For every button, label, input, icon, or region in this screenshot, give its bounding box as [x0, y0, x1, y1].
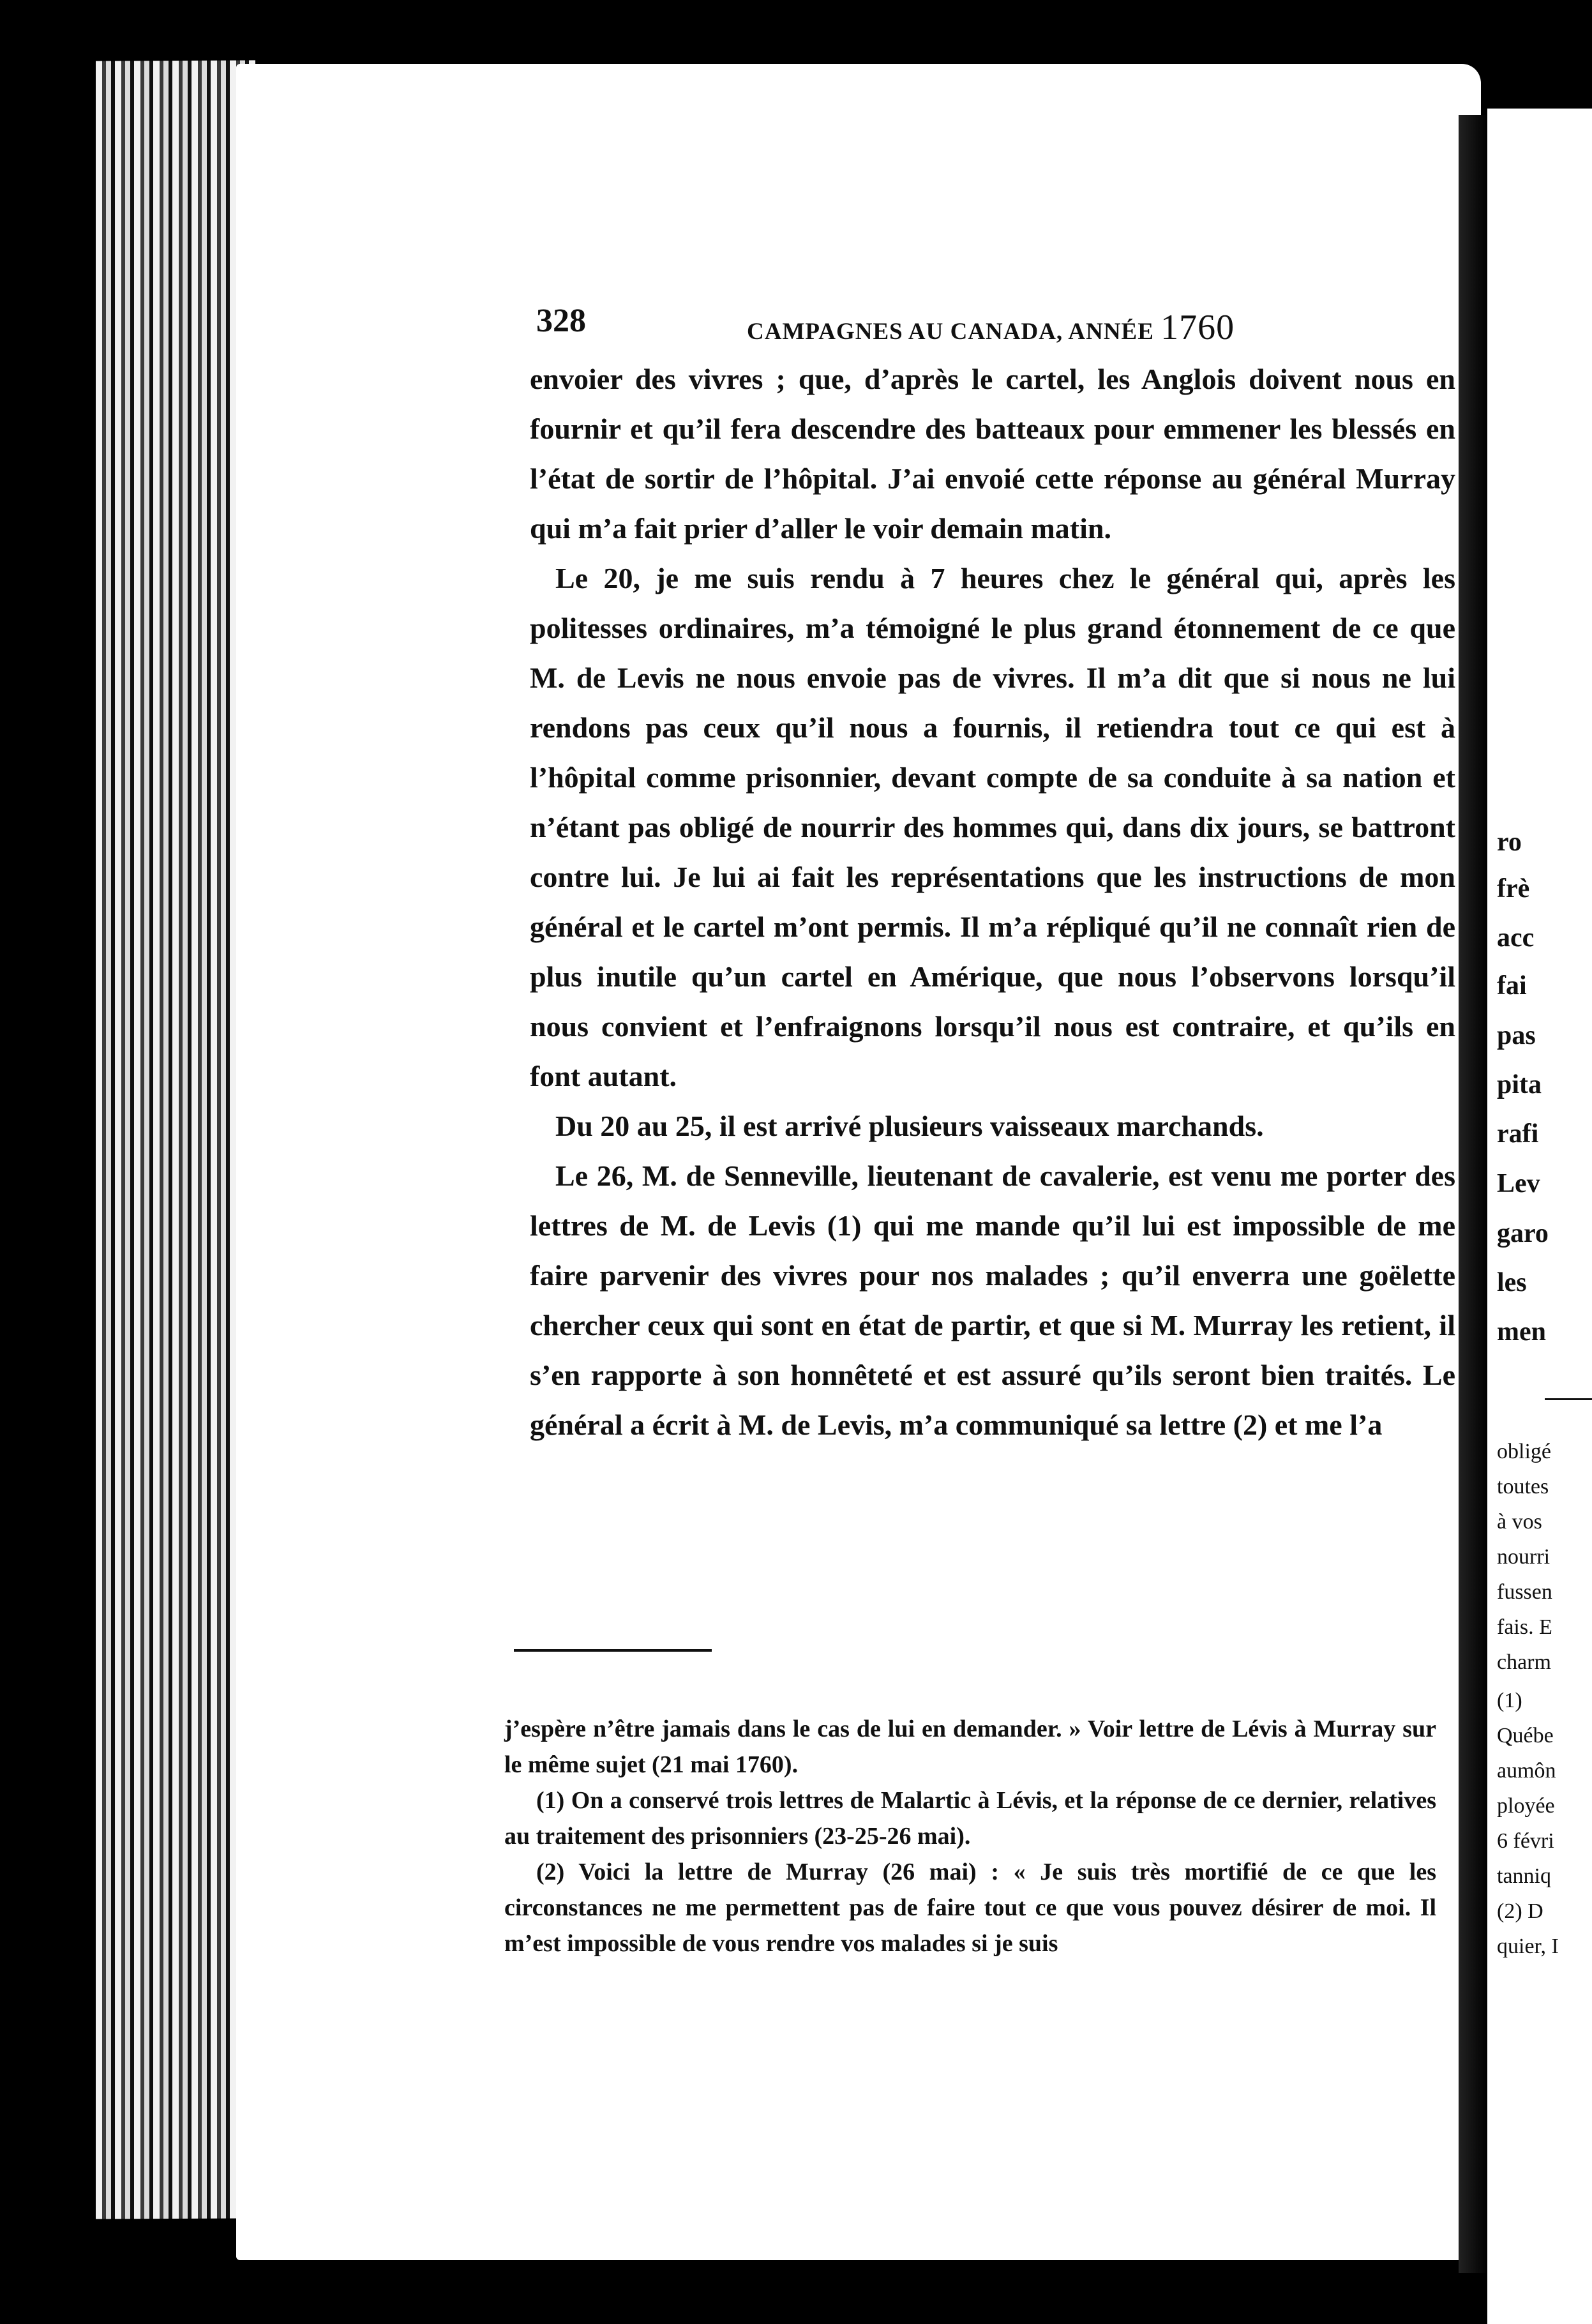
book-page-edges	[96, 60, 255, 2219]
facing-footnote-fragment: Québe	[1497, 1724, 1554, 1747]
facing-fragment: frè	[1497, 874, 1530, 903]
facing-footnote-fragment: ployée	[1497, 1794, 1555, 1818]
facing-footnote-fragment: (2) D	[1497, 1899, 1543, 1923]
facing-fragment: acc	[1497, 923, 1535, 953]
facing-footnote-rule	[1545, 1398, 1592, 1400]
book-gutter	[1459, 115, 1487, 2273]
running-title-year: 1760	[1160, 308, 1235, 347]
body-paragraph: Le 26, M. de Senneville, lieutenant de cavalerie, est venu me porter des lettres de M. de Levis (1) qui me mande qu’il lui est impossible de me faire parvenir des vivres pour nos malades ; qu’il enverra une goëlette chercher ceux qui sont en état de partir, et que si M. Murray les retient, il s’en rapporte à son honnêteté et est assuré qu’ils seront bien traités. Le général a écrit à M. de Levis, m’a communiqué sa lettre (2) et me l’a	[530, 1159, 1455, 1441]
footnote: (2) Voici la lettre de Murray (26 mai) : « Je suis très mortifié de ce que les circonstances ne me permettent pas de faire tout ce que vous pouvez désirer de moi. Il m’est impossible de vous rendre vos malades si je suis	[504, 1859, 1436, 1957]
body-text	[530, 354, 1455, 1618]
facing-fragment: ro	[1497, 827, 1522, 857]
facing-fragment: fai	[1497, 971, 1527, 1000]
facing-footnote-fragment: tanniq	[1497, 1864, 1551, 1888]
facing-fragment: les	[1497, 1268, 1527, 1297]
running-title-text: CAMPAGNES AU CANADA, ANNÉE	[747, 319, 1161, 345]
facing-footnote-fragment: fais. E	[1497, 1615, 1552, 1639]
page-header	[536, 297, 1251, 348]
facing-footnote-fragment: fussen	[1497, 1580, 1552, 1604]
facing-footnote-fragment: nourri	[1497, 1545, 1551, 1569]
facing-fragment: men	[1497, 1317, 1546, 1347]
facing-footnote-fragment: aumôn	[1497, 1759, 1556, 1783]
facing-footnote-fragment: toutes	[1497, 1475, 1549, 1498]
facing-fragment: rafi	[1497, 1119, 1539, 1149]
facing-footnote-fragment: obligé	[1497, 1440, 1551, 1463]
facing-page	[1487, 109, 1592, 2324]
facing-footnote-fragment: à vos	[1497, 1510, 1542, 1534]
facing-fragment: pita	[1497, 1070, 1542, 1099]
footnote: (1) On a conservé trois lettres de Malartic à Lévis, et la réponse de ce dernier, relatives au traitement des prisonniers (23-25-26 mai).	[504, 1787, 1436, 1850]
facing-fragment: pas	[1497, 1021, 1536, 1050]
facing-footnote-fragment: charm	[1497, 1650, 1551, 1674]
facing-footnote-fragment: (1)	[1497, 1689, 1522, 1712]
footnote-rule	[514, 1649, 712, 1652]
facing-footnote-fragment: 6 févri	[1497, 1829, 1554, 1853]
page-number: 328	[536, 303, 586, 339]
facing-fragment: Lev	[1497, 1169, 1540, 1198]
facing-footnote-fragment: quier, I	[1497, 1935, 1559, 1958]
footnote: j’espère n’être jamais dans le cas de lui en demander. » Voir lettre de Lévis à Murray sur le même sujet (21 mai 1760).	[504, 1716, 1436, 1778]
body-paragraph: Le 20, je me suis rendu à 7 heures chez le général qui, après les politesses ordinaires, m’a témoigné le plus grand étonnement de ce que M. de Levis ne nous envoie pas de vivres. Il m’a dit que si nous ne lui rendons pas ceux qu’il nous a fournis, il retiendra tout ce qui est à l’hôpital comme prisonnier, devant compte de sa conduite à sa nation et n’étant pas obligé de nourrir des hommes qui, dans dix jours, se battront contre lui. Je lui ai fait les représentations que les instructions de mon général et le cartel m’ont permis. Il m’a répliqué qu’il ne connaît rien de plus inutile qu’un cartel en Amérique, que nous l’observons lorsqu’il nous convient et l’enfraignons lorsqu’il nous est contraire, et qu’ils en font autant.	[530, 562, 1455, 1092]
facing-fragment: garo	[1497, 1219, 1549, 1248]
running-title	[747, 307, 1235, 348]
body-paragraph: envoier des vivres ; que, d’après le cartel, les Anglois doivent nous en fournir et qu’il fera descendre des batteaux pour emmener les blessés en l’état de sortir de l’hôpital. J’ai envoié cette réponse au général Murray qui m’a fait prier d’aller le voir demain matin.	[530, 363, 1455, 545]
footnotes	[504, 1711, 1436, 1979]
body-paragraph: Du 20 au 25, il est arrivé plusieurs vaisseaux marchands.	[555, 1110, 1264, 1142]
